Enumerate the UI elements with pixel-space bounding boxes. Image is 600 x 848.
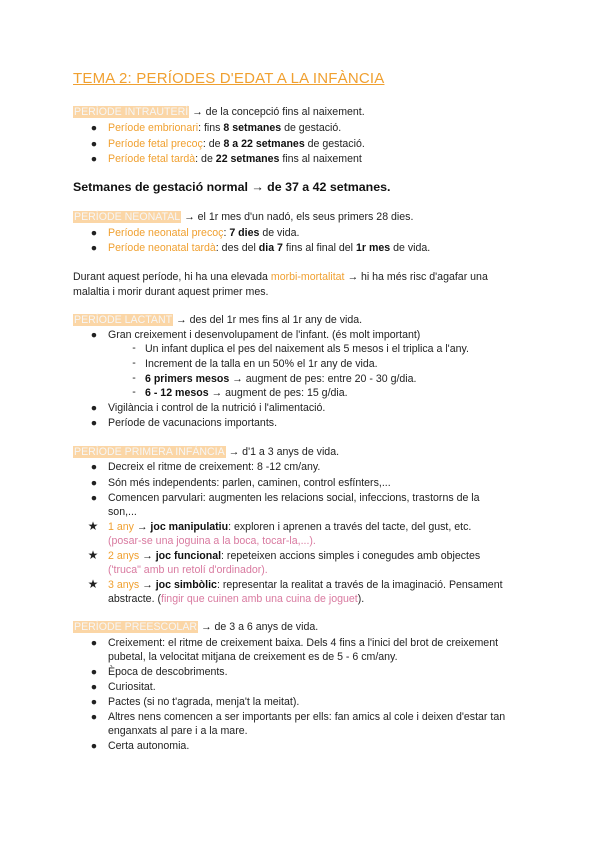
sub-item: Increment de la talla en un 50% el 1r any de vida.	[145, 358, 378, 370]
dash-icon: -	[132, 372, 136, 384]
bullet-icon: ●	[90, 681, 98, 693]
bullet-icon: ●	[90, 402, 98, 414]
lactant-heading: PERÍODE LACTANT → des del 1r mes fins al 1r any de vida.	[74, 314, 363, 326]
paragraph-line: malaltia i morir durant aquest primer mes.	[73, 286, 269, 298]
list-item: Decreix el ritme de creixement: 8 -12 cm/any.	[108, 461, 321, 473]
list-item: Període embrionari: fins 8 setmanes de gestació.	[108, 122, 342, 134]
intrauteri-label: PERÍODE INTRAUTERÍ	[74, 106, 189, 118]
bullet-icon: ●	[90, 417, 98, 429]
sub-item: 6 primers mesos → augment de pes: entre 20 - 30 g/dia.	[145, 373, 417, 385]
sub-item: Un infant duplica el pes del naixement als 5 mesos i el triplica a l'any.	[145, 343, 469, 355]
list-item-cont: abstracte. (fingir que cuinen amb una cuina de joguet).	[108, 593, 365, 605]
list-item: Vigilància i control de la nutrició i l'alimentació.	[108, 402, 326, 414]
list-item: Gran creixement i desenvolupament de l'infant. (és molt important)	[108, 329, 421, 341]
list-item: Certa autonomia.	[108, 740, 190, 752]
list-item: 1 any → joc manipulatiu: exploren i aprenen a través del tacte, del gust, etc.	[108, 521, 472, 533]
list-item: Període neonatal tardà: des del dia 7 fins al final del 1r mes de vida.	[108, 242, 431, 254]
list-item: Període de vacunacions importants.	[108, 417, 278, 429]
page-title: TEMA 2: PERÍODES D'EDAT A LA INFÀNCIA	[73, 70, 385, 87]
bullet-icon: ●	[90, 153, 98, 165]
list-item: Període neonatal precoç: 7 dies de vida.	[108, 227, 300, 239]
bullet-icon: ●	[90, 461, 98, 473]
list-item: Creixement: el ritme de creixement baixa. Dels 4 fins a l'inici del brot de creixement	[108, 637, 499, 649]
list-item: Època de descobriments.	[108, 666, 228, 678]
bullet-icon: ●	[90, 122, 98, 134]
paragraph-line: Durant aquest període, hi ha una elevada morbi-mortalitat → hi ha més risc d'agafar una	[73, 271, 488, 283]
list-item: Curiositat.	[108, 681, 156, 693]
bullet-icon: ●	[90, 492, 98, 504]
bullet-icon: ●	[90, 666, 98, 678]
gestation-note: Setmanes de gestació normal → de 37 a 42 setmanes.	[73, 180, 391, 194]
list-item: 3 anys → joc simbòlic: representar la realitat a través de la imaginació. Pensament	[108, 579, 503, 591]
dash-icon: -	[132, 357, 136, 369]
bullet-icon: ●	[90, 740, 98, 752]
list-item-cont: enganxats al pare i a la mare.	[108, 725, 248, 737]
star-icon: ★	[87, 577, 99, 591]
lactant-label: PERÍODE LACTANT	[74, 314, 173, 326]
list-item: Pactes (si no t'agrada, menja't la meitat).	[108, 696, 300, 708]
neonatal-label: PERÍODE NEONATAL	[74, 211, 181, 223]
dash-icon: -	[132, 342, 136, 354]
dash-icon: -	[132, 386, 136, 398]
star-icon: ★	[87, 519, 99, 533]
list-item-cont: pubetal, la velocitat mitjana de creixement es de 5 - 6 cm/any.	[108, 651, 398, 663]
primera-label: PERÍODE PRIMERA INFÀNCIA	[74, 446, 225, 458]
star-icon: ★	[87, 548, 99, 562]
list-item: Altres nens comencen a ser importants per ells: fan amics al cole i deixen d'estar tan	[108, 711, 506, 723]
list-item: 2 anys → joc funcional: repeteixen accions simples i conegudes amb objectes	[108, 550, 481, 562]
bullet-icon: ●	[90, 329, 98, 341]
example-text: ('truca" amb un retolí d'ordinador).	[108, 564, 268, 576]
sub-item: 6 - 12 mesos → augment de pes: 15 g/dia.	[145, 387, 348, 399]
bullet-icon: ●	[90, 696, 98, 708]
preescolar-heading: PERÍODE PREESCOLAR → de 3 a 6 anys de vida.	[74, 621, 319, 633]
list-item: Període fetal precoç: de 8 a 22 setmanes de gestació.	[108, 138, 365, 150]
bullet-icon: ●	[90, 138, 98, 150]
primera-heading: PERÍODE PRIMERA INFÀNCIA → d'1 a 3 anys de vida.	[74, 446, 340, 458]
bullet-icon: ●	[90, 477, 98, 489]
bullet-icon: ●	[90, 711, 98, 723]
intrauteri-heading: PERÍODE INTRAUTERÍ → de la concepció fins al naixement.	[74, 106, 365, 118]
neonatal-heading: PERÍODE NEONATAL → el 1r mes d'un nadó, els seus primers 28 dies.	[74, 211, 414, 223]
list-item: Comencen parvulari: augmenten les relacions social, infeccions, trastorns de la	[108, 492, 480, 504]
example-text: (posar-se una joguina a la boca, tocar-la,...).	[108, 535, 316, 547]
bullet-icon: ●	[90, 637, 98, 649]
list-item: Són més independents: parlen, caminen, control esfínters,...	[108, 477, 391, 489]
list-item: Període fetal tardà: de 22 setmanes fins al naixement	[108, 153, 362, 165]
list-item-cont: son,...	[108, 506, 137, 518]
bullet-icon: ●	[90, 242, 98, 254]
bullet-icon: ●	[90, 227, 98, 239]
preescolar-label: PERÍODE PREESCOLAR	[74, 621, 198, 633]
